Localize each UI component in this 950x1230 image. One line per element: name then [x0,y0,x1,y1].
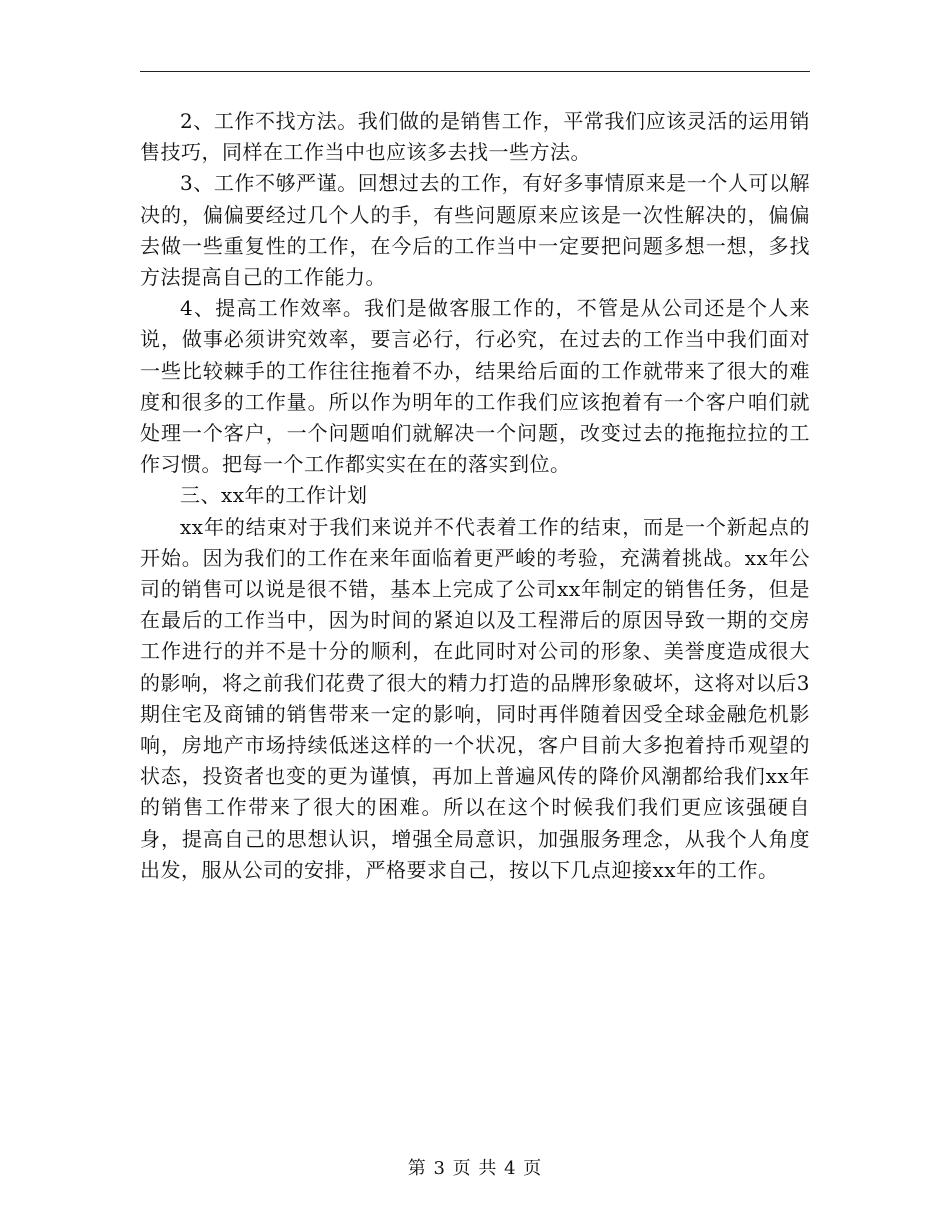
section-heading-work-plan: 三、xx年的工作计划 [180,483,368,508]
page-number-text: 第 3 页 共 4 页 [407,1158,543,1179]
paragraph-work-plan: xx年的结束对于我们来说并不代表着工作的结束，而是一个新起点的开始。因为我们的工作在来年面临着更严峻的考验，充满着挑战。xx年公司的销售可以说是很不错，基本上完成了公司xx年制定的销售任务，但是在最后的工作当中，因为时间的紧迫以及工程滞后的原因导致一期的交房工作进行的并不是十分的顺利，在此同时对公司的形象、美誉度造成很大的影响，将之前我们花费了很大的精力打造的品牌形象破坏，这将对以后3期住宅及商铺的销售带来一定的影响，同时再伴随着因受全球金融危机影响，房地产市场持续低迷这样的一个状况，客户目前大多抱着持币观望的状态，投资者也变的更为谨慎，再加上普遍风传的降价风潮都给我们xx年的销售工作带来了很大的困难。所以在这个时候我们我们更应该强硬自身，提高自己的思想认识，增强全局意识，加强服务理念，从我个人角度出发，服从公司的安排，严格要求自己，按以下几点迎接xx年的工作。 [140,514,810,882]
document-body [140,106,810,886]
paragraph-work-efficiency: 4、提高工作效率。我们是做客服工作的，不管是从公司还是个人来说，做事必须讲究效率，要言必行，行必究，在过去的工作当中我们面对一些比较棘手的工作往往拖着不办，结果给后面的工作就带来了很大的难度和很多的工作量。所以作为明年的工作我们应该抱着有一个客户咱们就处理一个客户，一个问题咱们就解决一个问题，改变过去的拖拖拉拉的工作习惯。把每一个工作都实实在在的落实到位。 [140,296,810,477]
page-footer [0,1154,950,1180]
paragraph-work-methods: 2、工作不找方法。我们做的是销售工作，平常我们应该灵活的运用销售技巧，同样在工作当中也应该多去找一些方法。 [140,109,810,165]
header-divider [140,71,810,72]
paragraph-work-rigor: 3、工作不够严谨。回想过去的工作，有好多事情原来是一个人可以解决的，偏偏要经过几个人的手，有些问题原来应该是一次性解决的，偏偏去做一些重复性的工作，在今后的工作当中一定要把问题多想一想，多找方法提高自己的工作能力。 [140,171,810,290]
